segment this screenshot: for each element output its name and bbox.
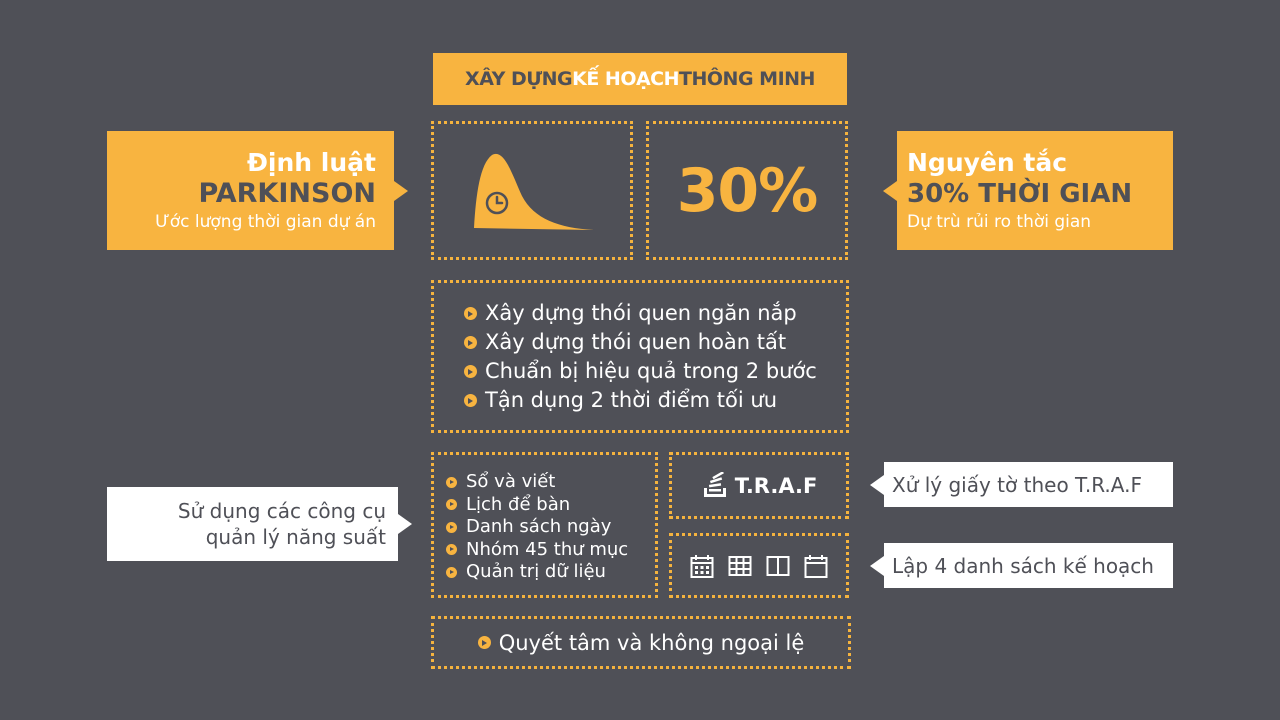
calendar-icon — [689, 553, 715, 579]
habits-list — [464, 299, 846, 415]
list-item: Xây dựng thói quen hoàn tất — [464, 328, 846, 357]
tools-list — [446, 471, 655, 584]
list-item: Sổ và viết — [446, 471, 655, 494]
list-item: Chuẩn bị hiệu quả trong 2 bước — [464, 357, 846, 386]
plan-lists-box — [669, 533, 849, 598]
percent-box — [646, 121, 848, 260]
traf-box — [669, 452, 849, 519]
tools-callout — [107, 487, 398, 561]
bullet-icon — [446, 567, 457, 578]
bullet-icon — [446, 544, 457, 555]
traf-label: T.R.A.F — [734, 473, 818, 498]
plan-lists-callout-text: Lập 4 danh sách kế hoạch — [892, 553, 1154, 578]
list-item: Danh sách ngày — [446, 516, 655, 539]
traf-callout-text: Xử lý giấy tờ theo T.R.A.F — [892, 472, 1142, 497]
bullet-icon — [464, 336, 477, 349]
parkinson-title: PARKINSON — [198, 177, 376, 209]
list-item: Quản trị dữ liệu — [446, 561, 655, 584]
habits-box — [431, 280, 849, 433]
calendar-icon — [803, 553, 829, 579]
bullet-icon — [464, 307, 477, 320]
list-item: Nhóm 45 thư mục — [446, 539, 655, 562]
list-item: Xây dựng thói quen ngăn nắp — [464, 299, 846, 328]
title-part2: THÔNG MINH — [679, 68, 815, 90]
thirty-percent-callout — [897, 131, 1173, 250]
tools-callout-line1: Sử dụng các công cụ — [177, 499, 386, 523]
parkinson-curve-icon — [434, 124, 630, 257]
list-item: Lịch để bàn — [446, 494, 655, 517]
traf-callout — [884, 462, 1173, 507]
title-banner — [433, 53, 847, 105]
parkinson-curve-box — [431, 121, 633, 260]
percent-value: 30% — [676, 155, 818, 226]
bullet-icon — [446, 477, 457, 488]
bullet-icon — [464, 394, 477, 407]
bullet-icon — [464, 365, 477, 378]
bullet-icon — [478, 636, 491, 649]
plan-lists-callout — [884, 543, 1173, 588]
title-part1: XÂY DỰNG — [465, 68, 573, 90]
determination-text: Quyết tâm và không ngoại lệ — [498, 630, 805, 655]
stack-icon — [701, 472, 729, 500]
determination-box — [431, 616, 851, 669]
rule-title: 30% THỜI GIAN — [907, 178, 1133, 209]
grid-icon — [727, 553, 753, 579]
rule-heading: Nguyên tắc — [907, 147, 1068, 177]
columns-icon — [765, 553, 791, 579]
parkinson-subtitle: Ước lượng thời gian dự án — [155, 211, 376, 232]
list-item: Tận dụng 2 thời điểm tối ưu — [464, 386, 846, 415]
bullet-icon — [446, 499, 457, 510]
bullet-icon — [446, 522, 457, 533]
tools-box — [431, 452, 658, 598]
parkinson-callout — [107, 131, 394, 250]
title-highlight: KẾ HOẠCH — [572, 68, 680, 90]
rule-subtitle: Dự trù rủi ro thời gian — [907, 211, 1092, 232]
tools-callout-line2: quản lý năng suất — [205, 525, 386, 549]
parkinson-heading: Định luật — [246, 147, 376, 177]
